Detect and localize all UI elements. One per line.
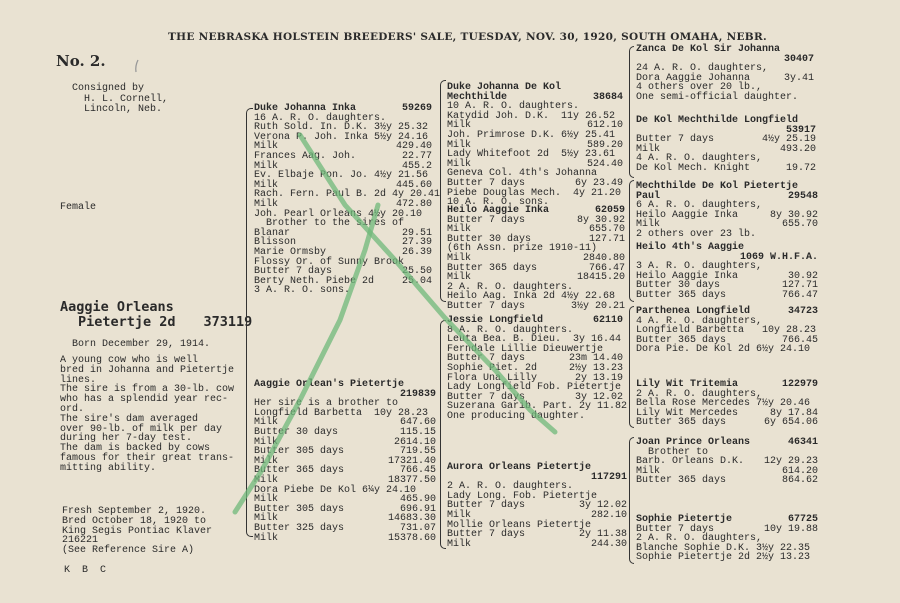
description-line: during her 7-day test. xyxy=(60,433,193,445)
row-value: 3y.41 xyxy=(783,72,814,84)
row-label: Milk xyxy=(447,139,472,151)
pedigree-row xyxy=(636,345,818,355)
row-label: Duke Johanna Inka xyxy=(254,103,357,114)
description-line: over 90-lb. of milk per day xyxy=(60,423,223,435)
row-label: Barb. Orleans D.K. xyxy=(636,456,745,468)
row-value: 30.92 xyxy=(787,270,818,282)
row-value: 282.10 xyxy=(590,509,627,521)
row-label: Sophie Piet. 2d xyxy=(447,362,538,374)
row-label: One producing daughter. xyxy=(447,410,586,422)
consignor-name: H. L. Cornell, xyxy=(84,93,169,105)
consignor-city: Lincoln, Neb. xyxy=(84,104,163,115)
row-label: Butter 7 days xyxy=(447,529,526,541)
row-label: Milk xyxy=(447,252,472,264)
row-value: 14683.30 xyxy=(387,513,436,525)
row-label: Longfield Barbetta 10y 28.23 xyxy=(636,325,817,337)
sd-brace xyxy=(629,180,634,302)
row-value: 27.39 xyxy=(401,237,432,249)
row-value: 429.40 xyxy=(395,141,432,153)
ss-brace xyxy=(629,46,634,178)
row-label: Sophie Pietertje xyxy=(636,514,733,525)
row-label: Milk xyxy=(447,272,472,284)
pedigree-row xyxy=(636,418,818,428)
description-line: The sire's dam averaged xyxy=(60,413,199,425)
row-label: Sophie Pietertje 2d 2½y 13.23 xyxy=(636,552,811,564)
row-label: Milk xyxy=(254,513,279,525)
sire-brace xyxy=(440,80,446,302)
row-label: Verona P. Joh. Inka 5½y 24.16 xyxy=(254,131,429,143)
row-label: Butter 7 days xyxy=(447,300,526,312)
row-label: Flossy Or. of Sunny Brook xyxy=(254,256,405,268)
row-label: Butter 30 days xyxy=(447,233,532,245)
row-value: 8y 30.92 xyxy=(576,214,625,226)
row-label: Butter 7 days xyxy=(447,353,526,365)
row-label: Blanar xyxy=(254,227,291,239)
row-label: Flora Una Lilly xyxy=(447,372,538,384)
breeding-line: King Segis Pontiac Klaver xyxy=(62,525,213,537)
row-label: Aurora Orleans Pietertje xyxy=(447,462,592,473)
row-label: De Kol Mechthilde Longfield xyxy=(636,115,799,126)
animal-name-line1: Aaggie Orleans xyxy=(60,299,174,315)
row-value: 864.62 xyxy=(781,475,818,487)
row-value: 445.60 xyxy=(395,179,432,191)
row-label: Butter 7 days xyxy=(636,134,715,146)
row-value: 493.20 xyxy=(779,143,816,155)
description-line: mitting ability. xyxy=(60,462,157,474)
row-label: Longfield Barbetta 10y 28.23 xyxy=(254,407,429,419)
row-value: 122979 xyxy=(781,379,818,390)
row-label: Milk xyxy=(636,219,661,231)
row-label: Milk xyxy=(254,494,279,506)
row-value: 472.80 xyxy=(395,198,432,210)
row-label: Butter 7 days xyxy=(447,500,526,512)
row-label: Butter 365 days xyxy=(636,289,727,301)
row-value: 22.77 xyxy=(401,150,432,162)
row-value: 59269 xyxy=(401,103,432,114)
row-label: Milk xyxy=(636,465,661,477)
row-label: 10 A. R. O. daughters. xyxy=(447,101,580,113)
row-label: Milk xyxy=(254,474,279,486)
row-label: Milk xyxy=(636,143,661,155)
row-label: Jessie Longfield xyxy=(447,315,544,326)
row-label: Blisson xyxy=(254,237,297,249)
pedigree-ss xyxy=(447,83,623,208)
row-value: 2y 13.19 xyxy=(574,372,623,384)
pedigree-sdd xyxy=(636,243,818,301)
row-label: Ev. Elbaje Pon. Jo. 4½y 21.56 xyxy=(254,170,429,182)
row-label: Butter 7 days xyxy=(254,266,333,278)
row-value: 4½y 25.19 xyxy=(761,134,816,146)
row-label: Milk xyxy=(447,120,472,132)
row-value: 62059 xyxy=(594,205,625,216)
row-label: 3 A. R. O. sons. xyxy=(254,285,351,297)
row-label: Butter 30 days xyxy=(254,426,339,438)
description-line: famous for their great trans- xyxy=(60,452,235,464)
main-brace xyxy=(246,108,253,537)
row-label: Leuta Bea. B. Dieu. 3y 16.44 xyxy=(447,334,622,346)
row-label: Parthenea Longfield xyxy=(636,306,751,317)
row-label: Brother to the sires of xyxy=(254,218,405,230)
breeding-line: Bred October 18, 1920 to xyxy=(62,515,207,527)
row-value: 38684 xyxy=(592,91,623,103)
row-label: Joh. Primrose D.K. 6½y 25.41 xyxy=(447,129,616,141)
row-label: Dora Aaggie Johanna xyxy=(636,72,751,84)
row-label: Lady Long. Fob. Pietertje xyxy=(447,490,598,502)
row-value: 465.90 xyxy=(399,494,436,506)
row-label: Milk xyxy=(254,198,279,210)
row-label: Milk xyxy=(447,158,472,170)
row-label: 2 A. R. O. daughters. xyxy=(447,481,574,493)
row-label: Butter 365 days xyxy=(447,262,538,274)
row-value: 655.70 xyxy=(588,224,625,236)
row-label: Lily Wit Tritemia xyxy=(636,379,739,390)
row-label: Heilo Aaggie Inka xyxy=(636,270,739,282)
row-label: Marie Ormsby xyxy=(254,246,327,258)
consigned-label: Consigned by xyxy=(72,83,145,94)
row-value: 589.20 xyxy=(586,139,623,151)
pedigree-ssd xyxy=(636,116,816,174)
row-label: Bella Rose Mercedes 7½y 20.46 xyxy=(636,398,811,410)
pedigree-ds xyxy=(447,315,628,422)
description-line: The sire is from a 30-lb. cow xyxy=(60,384,235,396)
row-value: 244.30 xyxy=(590,538,627,550)
row-value: 455.2 xyxy=(401,160,432,172)
row-value: 614.20 xyxy=(781,465,818,477)
row-value: 15378.60 xyxy=(387,532,436,544)
row-label: Blanche Sophie D.K. 3½y 22.35 xyxy=(636,542,811,554)
row-label: Lily Wit Mercedes xyxy=(636,407,739,419)
row-value: 127.71 xyxy=(781,280,818,292)
pedigree-dss xyxy=(636,307,818,355)
row-value: 3y 12.02 xyxy=(574,391,623,403)
row-value: 219839 xyxy=(399,388,436,400)
row-label: Milk xyxy=(254,417,279,429)
row-label: Butter 305 days xyxy=(254,446,345,458)
description-line: lines. xyxy=(60,374,97,386)
row-label: Milk xyxy=(447,509,472,521)
row-value: 2½y 13.23 xyxy=(568,362,623,374)
row-value: 29.51 xyxy=(401,227,432,239)
row-value: 6y 23.49 xyxy=(574,177,623,189)
row-value: 6y 654.06 xyxy=(763,417,818,429)
row-label: 4 others over 20 lb., xyxy=(636,82,763,94)
row-value: 2y 11.38 xyxy=(578,529,627,541)
row-label: 4 A. R. O. daughters, xyxy=(636,315,763,327)
row-label: 2 A. R. O. daughters. xyxy=(447,281,574,293)
row-value: 2614.10 xyxy=(393,436,436,448)
row-label: Brother to xyxy=(636,446,709,458)
row-value: 647.60 xyxy=(399,417,436,429)
row-value: 8y 30.92 xyxy=(769,209,818,221)
row-label: Milk xyxy=(254,179,279,191)
row-label: Butter 305 days xyxy=(254,503,345,515)
row-value: 26.39 xyxy=(401,246,432,258)
row-value: 655.70 xyxy=(781,219,818,231)
animal-reg-number: 373119 xyxy=(203,314,253,330)
row-value: 766.45 xyxy=(781,334,818,346)
row-label: Milk xyxy=(447,224,472,236)
row-label: Piebe Douglas Mech. 4y 21.20 xyxy=(447,187,622,199)
row-value: 17321.40 xyxy=(387,455,436,467)
row-label: Zanca De Kol Sir Johanna xyxy=(636,44,781,55)
row-label: Butter 7 days xyxy=(447,177,526,189)
row-label: Mechthilde xyxy=(447,91,508,103)
row-value: 1069 W.H.F.A. xyxy=(739,251,818,263)
row-label: Heilo Aaggie Inka xyxy=(447,205,550,216)
row-label: Dora Pie. De Kol 2d 6½y 24.10 xyxy=(636,344,811,356)
row-label: 16 A. R. O. daughters. xyxy=(254,112,387,124)
row-value: 127.71 xyxy=(588,233,625,245)
row-label: Heilo Aaggie Inka xyxy=(636,209,739,221)
breeding-line: (See Reference Sire A) xyxy=(62,545,195,557)
row-label: 6 A. R. O. daughters, xyxy=(636,200,763,212)
row-value: 719.55 xyxy=(399,446,436,458)
row-value: 62110 xyxy=(592,315,623,326)
row-label: Butter 365 days xyxy=(636,417,727,429)
pedigree-dam xyxy=(254,380,436,543)
pedigree-sds xyxy=(636,182,818,240)
row-label: Milk xyxy=(254,436,279,448)
row-label: 8 A. R. O. daughters. xyxy=(447,324,574,336)
row-label: Joan Prince Orleans xyxy=(636,437,751,448)
row-label: Mechthilde De Kol Pietertje xyxy=(636,181,799,192)
row-label: 2 others over 23 lb. xyxy=(636,228,757,240)
row-label: One semi-official daughter. xyxy=(636,91,799,103)
description-line: The dam is backed by cows xyxy=(60,443,211,455)
row-label: Lady Whitefoot 2d 5½y 23.61 xyxy=(447,149,616,161)
row-label: Butter 325 days xyxy=(254,522,345,534)
initials: K B C xyxy=(64,565,110,576)
row-label: Butter 7 days xyxy=(636,523,715,535)
pedigree-row xyxy=(636,164,816,174)
dd-brace xyxy=(629,437,634,564)
row-value: 18377.50 xyxy=(387,474,436,486)
row-value: 766.45 xyxy=(399,465,436,477)
row-label: 24 A. R. O. daughters, xyxy=(636,63,769,75)
pedigree-sd xyxy=(447,206,625,312)
row-value: 30407 xyxy=(783,53,814,65)
row-value: 524.40 xyxy=(586,158,623,170)
pedigree-row xyxy=(447,302,625,312)
row-value: 696.91 xyxy=(399,503,436,515)
animal-name-suffix: Pietertje 2d xyxy=(78,314,176,330)
row-label: Milk xyxy=(447,538,472,550)
row-value: 46341 xyxy=(787,437,818,448)
row-label: Milk xyxy=(254,455,279,467)
pedigree-row xyxy=(636,93,814,103)
pedigree-row xyxy=(447,540,627,550)
description-line: who has a splendid year rec- xyxy=(60,394,229,406)
row-label: Her sire is a brother to xyxy=(254,398,399,410)
row-value: 18415.20 xyxy=(576,272,625,284)
row-value: 53917 xyxy=(785,124,816,136)
pedigree-sss xyxy=(636,45,814,103)
dam-brace xyxy=(440,320,446,549)
row-label: Ferndale Lillie Dieuwertje xyxy=(447,343,604,355)
row-value: 117291 xyxy=(590,471,627,483)
row-value: 115.15 xyxy=(399,426,436,438)
row-label: Duke Johanna De Kol xyxy=(447,82,562,93)
row-label: Milk xyxy=(254,141,279,153)
row-value: 766.47 xyxy=(781,289,818,301)
row-label: Butter 7 days xyxy=(447,391,526,403)
row-label: 4 A. R. O. daughters, xyxy=(636,153,763,165)
pedigree-row xyxy=(636,553,818,563)
row-value: 67725 xyxy=(787,514,818,525)
row-value: 34723 xyxy=(787,306,818,317)
row-value: 10y 19.88 xyxy=(763,523,818,535)
row-label: Joh. Pearl Orleans 4½y 20.10 xyxy=(254,208,423,220)
row-label: Rach. Fern. Paul B. 2d 4y 20.41 xyxy=(254,189,441,201)
pedigree-dd xyxy=(447,463,627,549)
row-label: 3 A. R. O. daughters, xyxy=(636,261,763,273)
row-value: 731.07 xyxy=(399,522,436,534)
row-value: 2840.80 xyxy=(582,252,625,264)
row-label: Geneva Col. 4th's Johanna xyxy=(447,168,598,180)
row-label: Paul xyxy=(636,190,661,202)
row-label: Lady Longfield Fob. Pietertje xyxy=(447,382,622,394)
row-label: Butter 30 days xyxy=(636,280,721,292)
row-label: De Kol Mech. Knight xyxy=(636,162,751,174)
pedigree-row xyxy=(636,476,818,486)
row-value: 29548 xyxy=(787,190,818,202)
breeding-line: 216221 xyxy=(62,535,99,547)
row-value: 612.10 xyxy=(586,120,623,132)
animal-name xyxy=(60,300,252,330)
consigned-by xyxy=(72,84,168,116)
row-label: Berty Neth. Piebe 2d xyxy=(254,275,375,287)
sex-label: Female xyxy=(60,202,97,213)
row-label: Suzerana Garib. Part. 2y 11.82 xyxy=(447,401,628,413)
row-label: (6th Assn. prize 1910-11) xyxy=(447,243,598,255)
row-label: 2 A. R. O. daughters, xyxy=(636,533,763,545)
row-value: 25.04 xyxy=(401,275,432,287)
pedigree-row xyxy=(254,534,436,544)
description-line: bred in Johanna and Pietertje xyxy=(60,364,235,376)
breeding-line: Fresh September 2, 1920. xyxy=(62,506,207,517)
row-label: 10 A. R. O. sons. xyxy=(447,197,550,209)
row-value: 8y 17.84 xyxy=(769,407,818,419)
row-value: 12y 29.23 xyxy=(763,456,818,468)
lot-number: No. 2. xyxy=(56,52,106,70)
row-value: 3½y 20.21 xyxy=(570,300,625,312)
description-line: ord. xyxy=(60,403,85,415)
pedigree-row xyxy=(447,412,623,422)
row-label: Heilo 4th's Aaggie xyxy=(636,242,745,253)
row-label: Butter 365 days xyxy=(636,475,727,487)
breeding-info xyxy=(62,507,212,556)
row-value: 766.47 xyxy=(588,262,625,274)
animal-name-line2 xyxy=(60,315,252,330)
ds-brace xyxy=(629,306,634,428)
row-label: Heilo Aag. Inka 2d 4½y 22.68 xyxy=(447,291,616,303)
row-label: Milk xyxy=(254,160,279,172)
description xyxy=(60,356,234,474)
pedigree-ddd xyxy=(636,515,818,563)
pedigree-row xyxy=(636,291,818,301)
row-label: Butter 7 days xyxy=(447,214,526,226)
row-label: Mollie Orleans Pietertje xyxy=(447,519,592,531)
row-label: Butter 365 days xyxy=(254,465,345,477)
description-line: A young cow who is well xyxy=(60,355,199,366)
row-label: Frances Aag. Joh. xyxy=(254,150,357,162)
row-label: Aaggie Orlean's Pietertje xyxy=(254,379,405,390)
row-label: Katydid Joh. D.K. 11y 26.52 xyxy=(447,110,616,122)
row-value: 19.72 xyxy=(785,162,816,174)
page-header: THE NEBRASKA HOLSTEIN BREEDERS' SALE, TUESDAY, NOV. 30, 1920, SOUTH OMAHA, NEBR. xyxy=(168,31,767,43)
row-label: Milk xyxy=(254,532,279,544)
row-label: 2 A. R. O. daughters, xyxy=(636,388,763,400)
row-value: 25.50 xyxy=(401,266,432,278)
row-label: Ruth Sold. In. D.K. 3½y 25.32 xyxy=(254,122,429,134)
row-value: 3y 12.02 xyxy=(578,500,627,512)
row-label: Dora Piebe De Kol 6¼y 24.10 xyxy=(254,484,417,496)
pedigree-dsd xyxy=(636,380,818,428)
pedigree-sire xyxy=(254,103,441,297)
pedigree-dds xyxy=(636,438,818,486)
row-value: 23m 14.40 xyxy=(568,353,623,365)
pencil-mark xyxy=(136,60,138,72)
birth-date: Born December 29, 1914. xyxy=(72,339,211,350)
pedigree-row xyxy=(254,286,432,296)
pedigree-row xyxy=(636,230,818,240)
row-label: Butter 365 days xyxy=(636,334,727,346)
